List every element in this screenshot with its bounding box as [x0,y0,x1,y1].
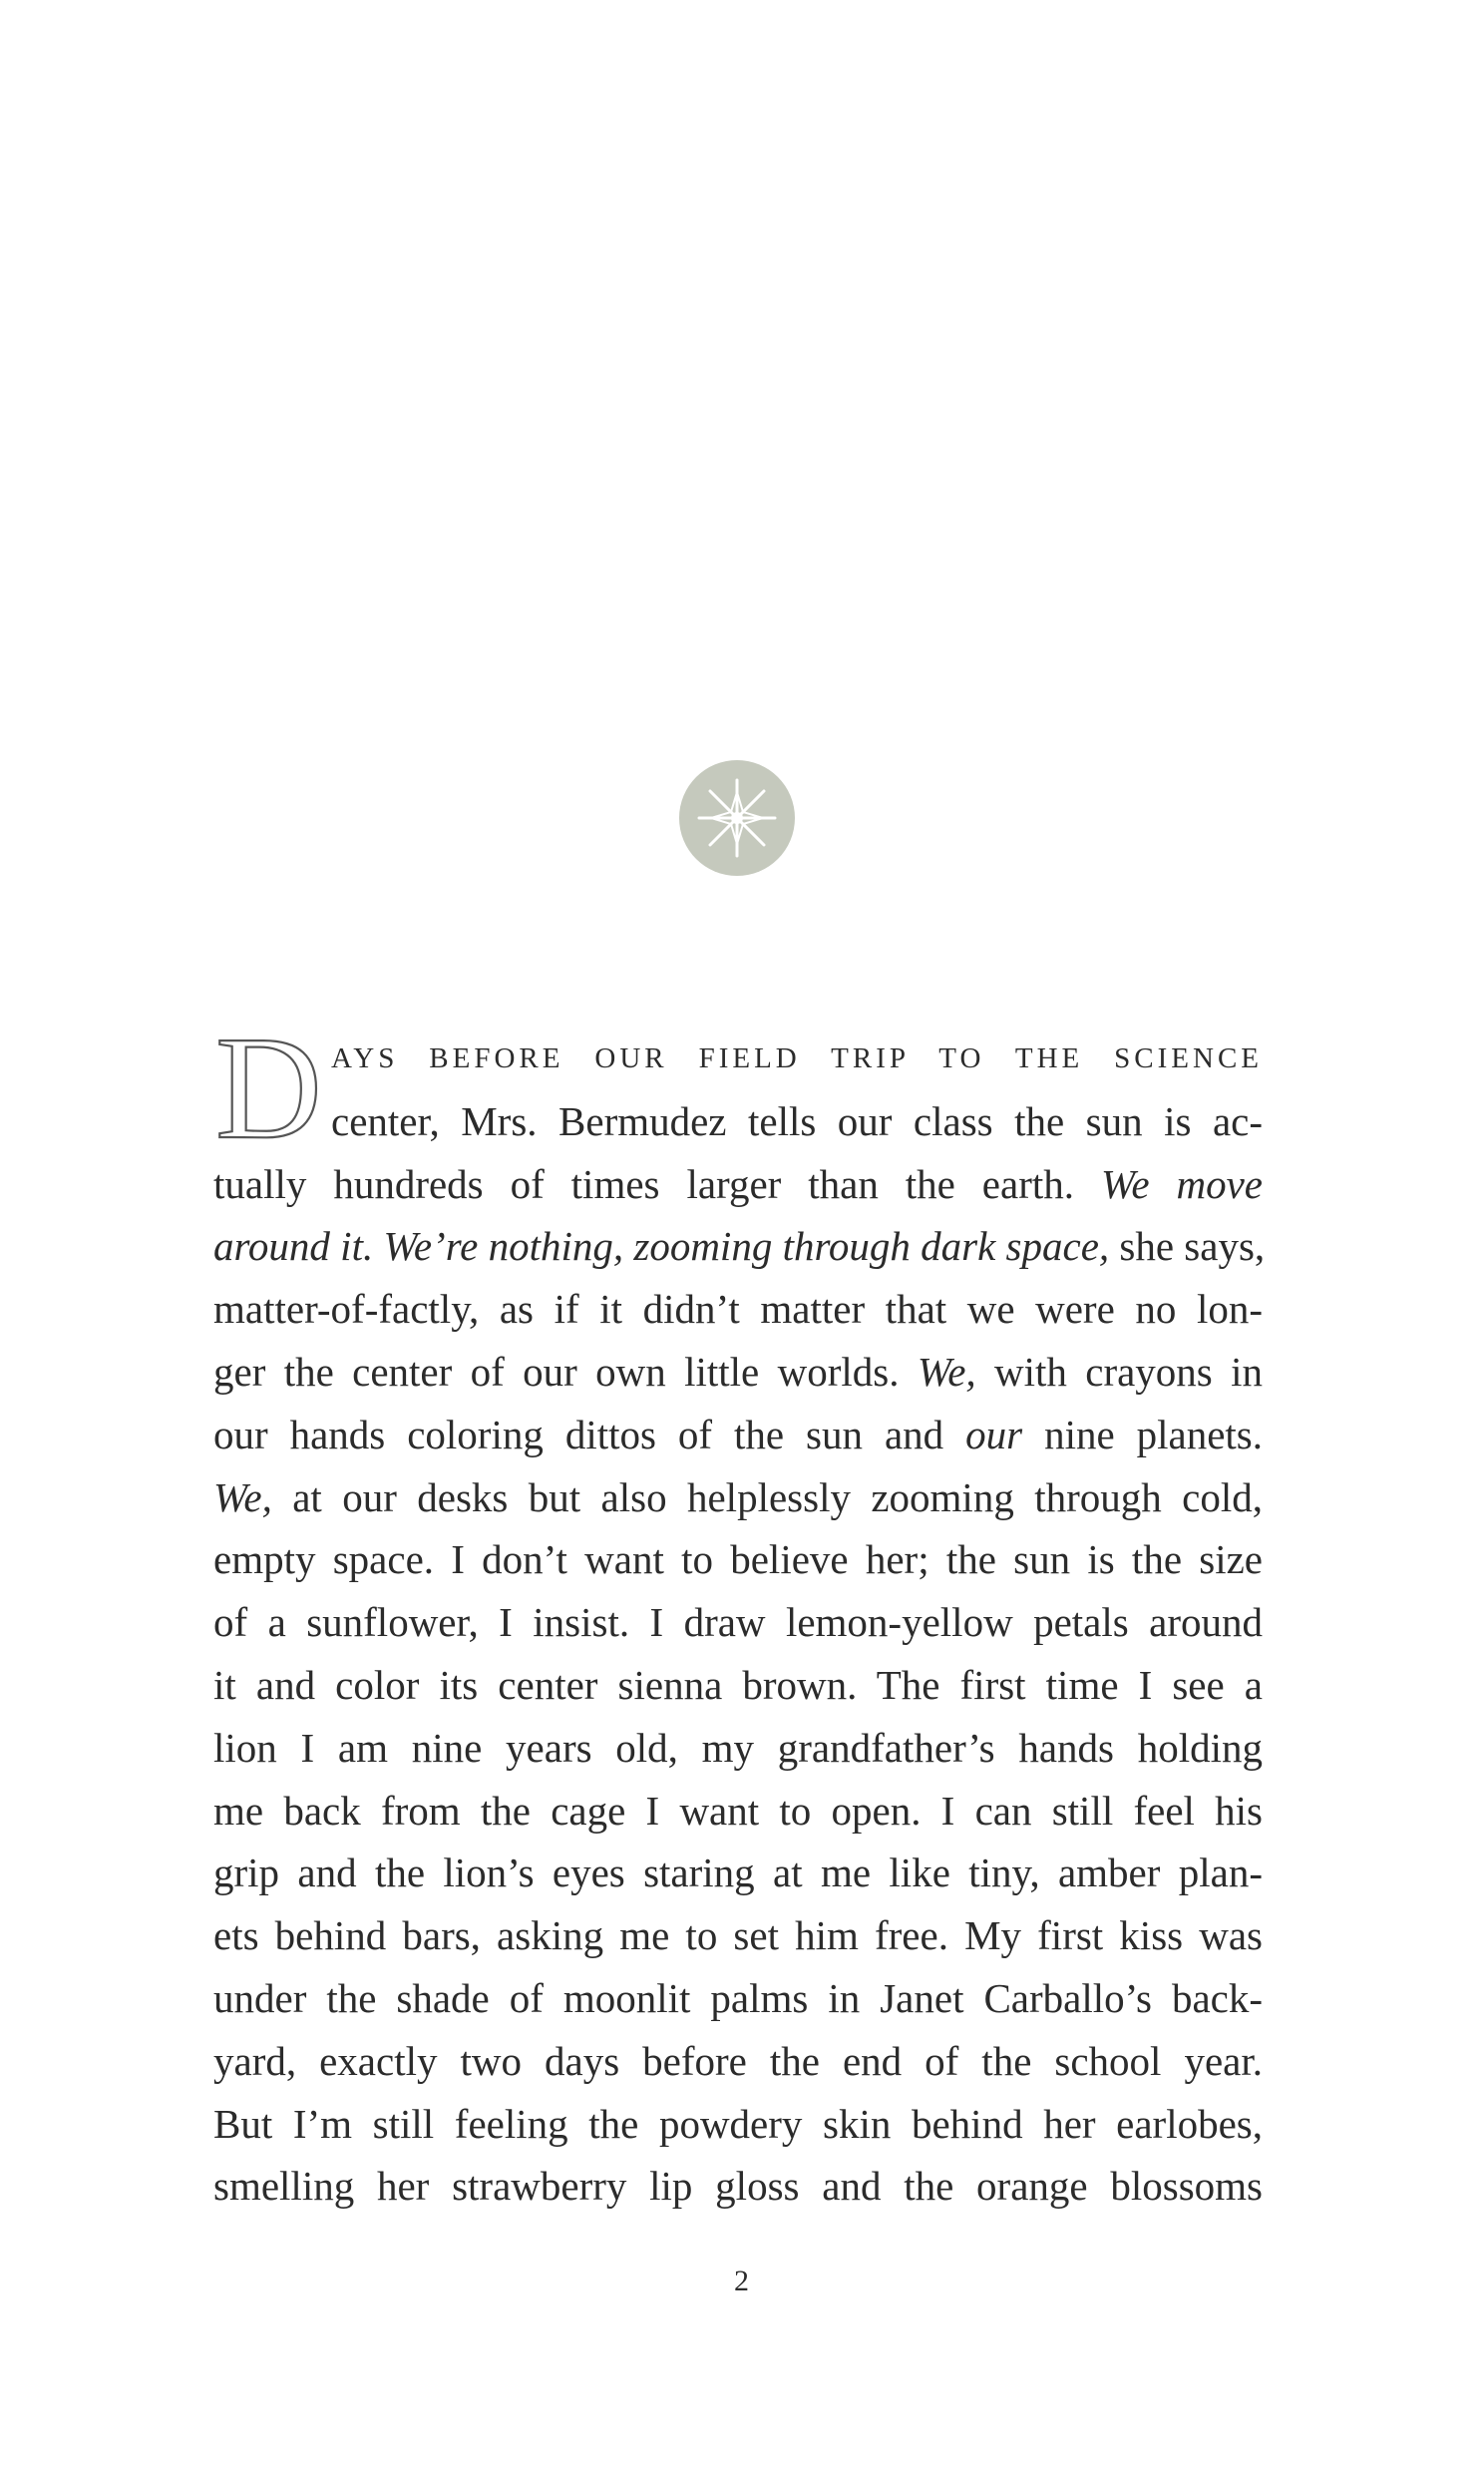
text-segment: ger the center of our own little worlds. [213,1348,918,1395]
text-line [213,1780,1263,1843]
text-line [213,1967,1263,2030]
text-segment: at our desks but also helplessly zooming through cold, [271,1473,1263,1520]
text-line [213,1404,1263,1466]
text-segment: empty space. I don’t want to believe her; the sun is the size [213,1536,1263,1583]
italic-text: around it. We’re nothing, zooming through dark space, [213,1223,1110,1270]
italic-text: our [965,1411,1023,1457]
text-segment: our hands coloring dittos of the sun and [213,1411,966,1457]
text-line [213,1528,1263,1591]
text-line [213,1153,1263,1216]
text-line [213,1654,1263,1717]
text-line [213,2093,1263,2156]
text-line [213,2155,1263,2218]
text-segment: me back from the cage I want to open. I can still feel his [213,1787,1263,1834]
text-segment: smelling her strawberry lip gloss and the orange blossoms [213,2163,1263,2210]
italic-text: We, [213,1473,272,1520]
text-line [213,1090,1263,1153]
text-line [213,1466,1263,1529]
drop-cap-letter: D [215,1020,322,1147]
text-segment: with crayons in [975,1348,1263,1395]
text-segment: under the shade of moonlit palms in Janet Carballo’s back- [213,1974,1263,2021]
italic-text: We, [917,1348,976,1395]
text-line [213,1904,1263,1967]
text-segment: yard, exactly two days before the end of the school year. [213,2037,1263,2084]
body-text [213,1028,1266,2218]
text-line [213,1278,1263,1341]
star-ornament-icon [677,758,797,878]
text-segment: of a sunflower, I insist. I draw lemon-yellow petals around [213,1599,1263,1646]
text-segment: AYS BEFORE OUR FIELD TRIP TO THE SCIENCE [331,1042,1263,1074]
text-segment: she says, [1109,1223,1266,1270]
text-segment: center, Mrs. Bermudez tells our class the sun is ac- [331,1097,1263,1144]
italic-text: We move [1100,1160,1263,1207]
text-line [213,1215,1266,1278]
text-segment: lion I am nine years old, my grandfather’s hands holding [213,1724,1263,1771]
text-segment: But I’m still feeling the powdery skin behind her earlobes, [213,2100,1263,2147]
page-number: 2 [734,2264,750,2297]
text-segment: nine planets. [1022,1411,1263,1457]
text-line [213,1341,1263,1404]
text-line [213,1591,1263,1654]
text-line [213,1842,1263,1904]
text-segment: it and color its center sienna brown. The first time I see a [213,1661,1263,1708]
text-segment: ets behind bars, asking me to set him free. My first kiss was [213,1912,1263,1959]
text-line [213,1717,1263,1780]
text-line [213,2030,1263,2093]
text-segment: grip and the lion’s eyes staring at me like tiny, amber plan- [213,1850,1263,1896]
text-line [213,1028,1263,1090]
text-segment: tually hundreds of times larger than the earth. [213,1160,1101,1207]
text-segment: matter-of-factly, as if it didn’t matter that we were no lon- [213,1286,1263,1333]
